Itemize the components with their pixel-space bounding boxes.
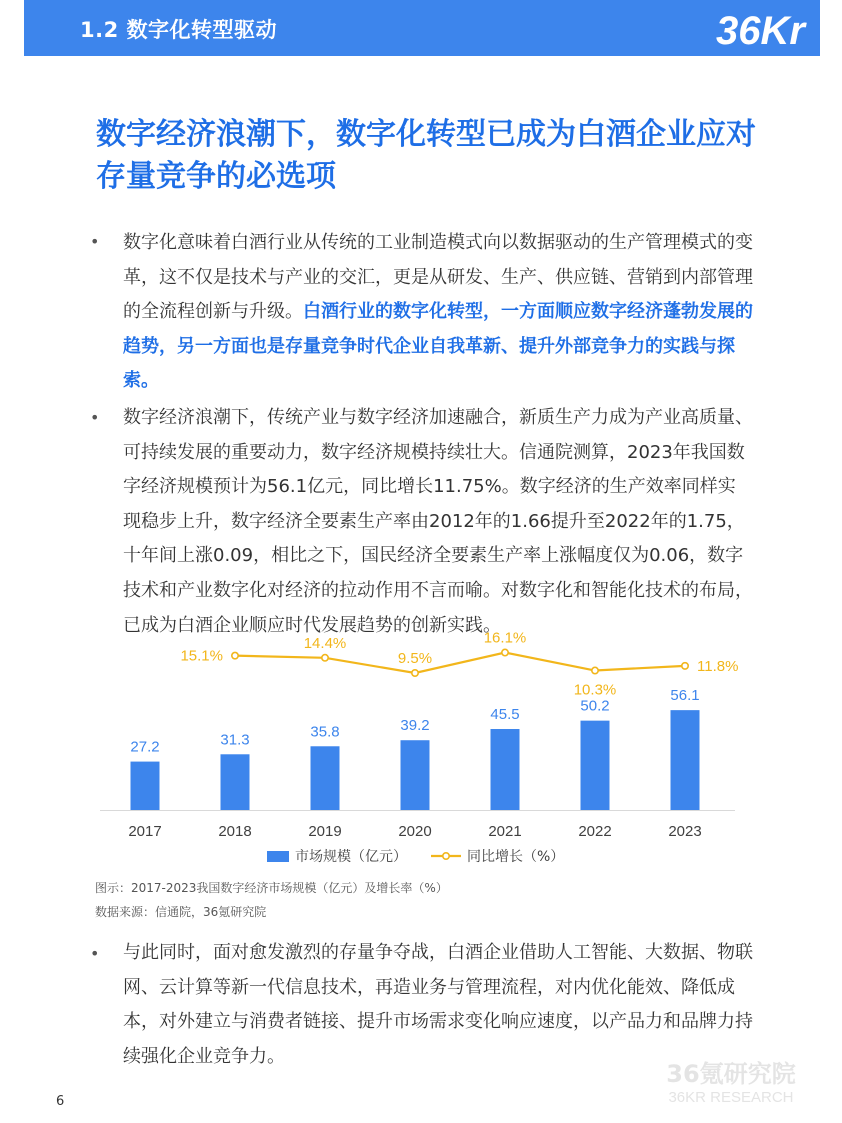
x-tick-2019: 2019	[308, 823, 342, 840]
figure-caption: 图示：2017-2023我国数字经济市场规模（亿元）及增长率（%）	[95, 881, 448, 895]
bullet-1-paragraph	[123, 226, 753, 399]
bullet-3-paragraph: 与此同时，面对愈发激烈的存量争夺战，白酒企业借助人工智能、大数据、物联网、云计算等新一代信息技术，再造业务与管理流程，对内优化能效、降低成本，对外建立与消费者链接、提升市场需求变化响应速度，以产品力和品牌力持续强化企业竞争力。	[123, 942, 753, 1067]
growth-point-2018	[232, 652, 238, 658]
bar-2021	[491, 729, 520, 810]
bar-label-2022: 50.2	[580, 697, 610, 715]
bar-2017	[131, 762, 160, 810]
bullet-3-marker: •	[90, 944, 100, 963]
bullet-2-paragraph: 数字经济浪潮下，传统产业与数字经济加速融合，新质生产力成为产业高质量、可持续发展的重要动力，数字经济规模持续壮大。信通院测算，2023年我国数字经济规模预计为56.1亿元，同比增长11.75%。数字经济的生产效率同样实现稳步上升，数字经济全要素生产率由2012年的1.66提升至2022年的1.75，十年间上涨0.09，相比之下，国民经济全要素生产率上涨幅度仅为0.06，数字技术和产业数字化对经济的拉动作用不言而喻。对数字化和智能化技术的布局，已成为白酒企业顺应时代发展趋势的创新实践。	[123, 407, 753, 636]
bar-label-2023: 56.1	[670, 687, 700, 705]
legend-bar-label: 市场规模（亿元）	[295, 849, 407, 865]
x-tick-2020: 2020	[398, 823, 432, 840]
bar-label-2019: 35.8	[310, 723, 340, 741]
growth-point-2023	[682, 663, 688, 669]
bar-2018	[221, 754, 250, 810]
bar-label-2018: 31.3	[220, 731, 250, 749]
bar-2022	[581, 721, 610, 810]
page-number: 6	[56, 1094, 65, 1109]
legend-line-marker	[443, 853, 449, 859]
bullet-1-text: 数字化意味着白酒行业从传统的工业制造模式向以数据驱动的生产管理模式的变革，这不仅是技术与产业的交汇，更是从研发、生产、供应链、营销到内部管理的全流程创新与升级。	[123, 232, 753, 323]
growth-label-2022: 10.3%	[573, 681, 617, 699]
bullet-1-highlight: 白酒行业的数字化转型，一方面顺应数字经济蓬勃发展的趋势，另一方面也是存量竞争时代企业自我革新、提升外部竞争力的实践与探索。	[123, 301, 753, 392]
growth-label-2019: 14.4%	[303, 634, 347, 652]
watermark-line2: 36KR RESEARCH	[668, 1089, 794, 1106]
growth-point-2021	[502, 649, 508, 655]
logo-text: 36Kr	[716, 9, 805, 53]
growth-label-2020: 9.5%	[397, 650, 433, 667]
bar-label-2020: 39.2	[400, 717, 430, 735]
bullet-1-marker: •	[90, 232, 100, 251]
section-title: 1.2 数字化转型驱动	[80, 18, 278, 42]
36kr-logo	[716, 4, 818, 54]
growth-label-2021: 16.1%	[483, 630, 527, 647]
bar-2019	[311, 746, 340, 810]
bar-label-2021: 45.5	[490, 706, 520, 724]
bullet-2-marker: •	[90, 408, 100, 427]
legend-line-label: 同比增长（%）	[467, 849, 565, 865]
growth-point-2020	[412, 670, 418, 676]
growth-label-2023: 11.8%	[697, 657, 739, 675]
growth-point-2022	[592, 667, 598, 673]
market-size-chart	[95, 630, 755, 880]
x-tick-2017: 2017	[128, 823, 162, 840]
x-tick-2021: 2021	[488, 823, 522, 840]
bar-2023	[671, 710, 700, 810]
growth-label-2018: 15.1%	[180, 647, 223, 665]
main-title: 数字经济浪潮下，数字化转型已成为白酒企业应对存量竞争的必选项	[96, 117, 756, 194]
36kr-research-watermark	[656, 1056, 806, 1106]
growth-line	[235, 653, 685, 673]
growth-point-2019	[322, 655, 328, 661]
source-caption: 数据来源：信通院，36氪研究院	[95, 905, 267, 919]
bar-2020	[401, 740, 430, 810]
watermark-line1: 36氪研究院	[666, 1060, 796, 1088]
x-tick-2023: 2023	[668, 823, 702, 840]
header-bar	[24, 0, 820, 56]
x-tick-2018: 2018	[218, 823, 252, 840]
bar-label-2017: 27.2	[130, 738, 160, 756]
legend-bar-swatch	[267, 851, 289, 862]
x-tick-2022: 2022	[578, 823, 612, 840]
